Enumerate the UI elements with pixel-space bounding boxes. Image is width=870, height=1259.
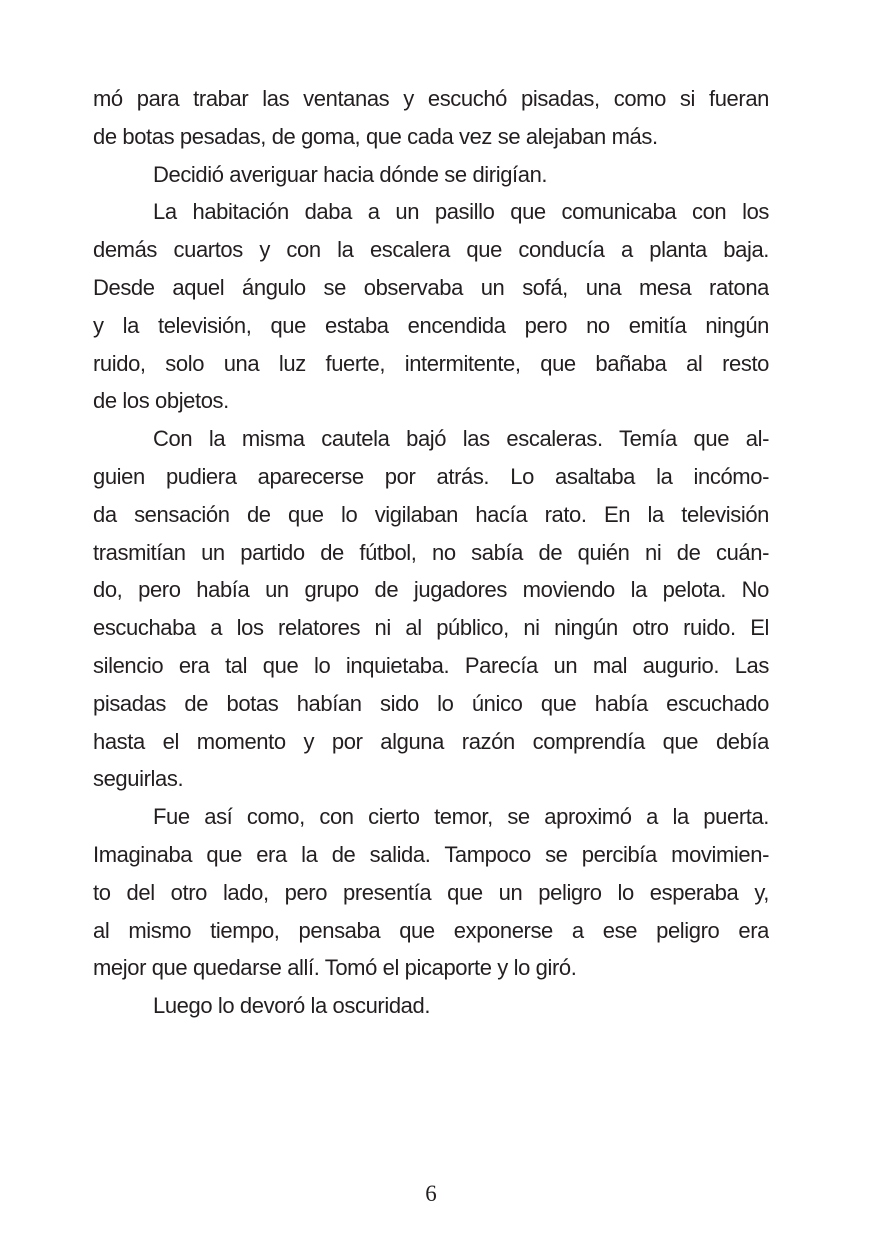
text-line: ruido, solo una luz fuerte, intermitente, que bañaba al resto: [93, 350, 769, 376]
text-line: guien pudiera aparecerse por atrás. Lo asaltaba la incómo-: [93, 463, 769, 489]
text-line: demás cuartos y con la escalera que conducía a planta baja.: [93, 237, 769, 263]
text-line: seguirlas.: [93, 766, 184, 792]
body-text: [93, 80, 769, 1025]
paragraph-3: [93, 193, 769, 420]
text-line: escuchaba a los relatores ni al público, ni ningún otro ruido. El: [93, 615, 769, 641]
text-line: y la televisión, que estaba encendida pero no emitía ningún: [93, 312, 769, 338]
paragraph-6: [93, 987, 769, 1025]
text-line: La habitación daba a un pasillo que comunicaba con los: [153, 199, 769, 225]
text-line: de botas pesadas, de goma, que cada vez se alejaban más.: [93, 123, 658, 149]
text-line: Luego lo devoró la oscuridad.: [153, 993, 431, 1019]
text-line: hasta el momento y por alguna razón comprendía que debía: [93, 728, 769, 754]
page-number: 6: [425, 1181, 437, 1206]
text-line: trasmitían un partido de fútbol, no sabía de quién ni de cuán-: [93, 539, 769, 565]
text-line: Decidió averiguar hacia dónde se dirigían.: [153, 161, 548, 187]
text-line: al mismo tiempo, pensaba que exponerse a ese peligro era: [93, 917, 769, 943]
text-line: silencio era tal que lo inquietaba. Parecía un mal augurio. Las: [93, 652, 769, 678]
text-line: pisadas de botas habían sido lo único que había escuchado: [93, 690, 769, 716]
text-line: Desde aquel ángulo se observaba un sofá, una mesa ratona: [93, 274, 769, 300]
paragraph-continuation: [93, 80, 769, 156]
text-line: mejor que quedarse allí. Tomó el picaporte y lo giró.: [93, 955, 577, 981]
paragraph-5: [93, 798, 769, 987]
text-line: de los objetos.: [93, 388, 229, 414]
text-line: do, pero había un grupo de jugadores moviendo la pelota. No: [93, 577, 769, 603]
text-line: da sensación de que lo vigilaban hacía rato. En la televisión: [93, 501, 769, 527]
paragraph-2: [93, 156, 769, 194]
text-line: to del otro lado, pero presentía que un peligro lo esperaba y,: [93, 879, 769, 905]
text-line: Fue así como, con cierto temor, se aproximó a la puerta.: [153, 804, 769, 830]
text-line: Imaginaba que era la de salida. Tampoco se percibía movimien-: [93, 841, 769, 867]
text-line: Con la misma cautela bajó las escaleras. Temía que al-: [153, 426, 769, 452]
text-line: mó para trabar las ventanas y escuchó pisadas, como si fueran: [93, 86, 769, 111]
paragraph-4: [93, 420, 769, 798]
